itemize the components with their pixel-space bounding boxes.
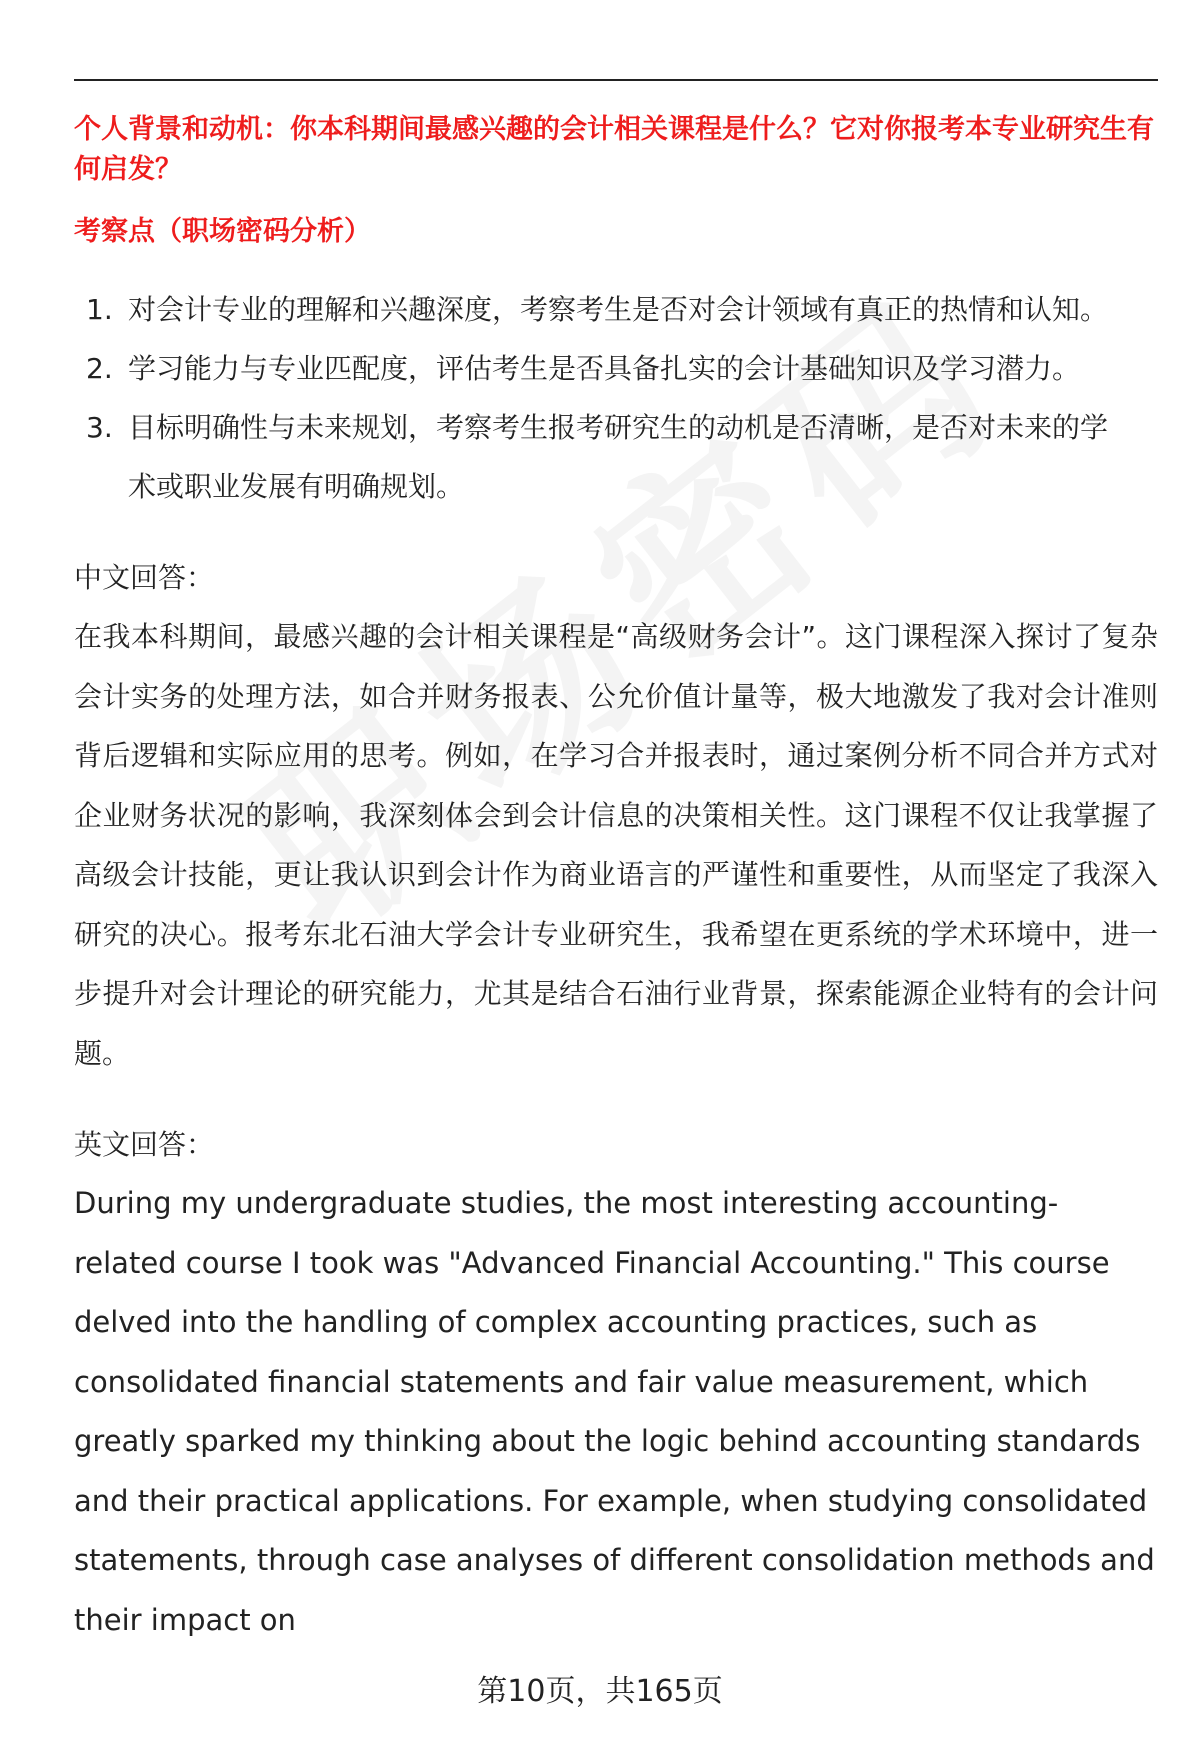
- chinese-answer-text: 在我本科期间，最感兴趣的会计相关课程是“高级财务会计”。这门课程深入探讨了复杂会计实务的处理方法，如合并财务报表、公允价值计量等，极大地激发了我对会计准则背后逻辑和实际应用的思考。例如，在学习合并报表时，通过案例分析不同合并方式对企业财务状况的影响，我深刻体会到会计信息的决策相关性。这门课程不仅让我掌握了高级会计技能，更让我认识到会计作为商业语言的严谨性和重要性，从而坚定了我深入研究的决心。报考东北石油大学会计专业研究生，我希望在更系统的学术环境中，进一步提升对会计理论的研究能力，尤其是结合石油行业背景，探索能源企业特有的会计问题。: [74, 620, 1158, 1070]
- list-item: [74, 280, 1158, 339]
- list-number: 1.: [86, 293, 113, 326]
- header-rule: [74, 79, 1158, 81]
- page-footer: 第10页，共165页: [477, 1674, 723, 1709]
- list-item: [74, 339, 1158, 398]
- chinese-answer-label: 中文回答：: [74, 561, 215, 594]
- list-text: 目标明确性与未来规划，考察考生报考研究生的动机是否清晰，是否对未来的学术或职业发展有明确规划。: [128, 411, 1109, 503]
- list-number: 3.: [86, 411, 113, 444]
- english-answer-text: During my undergraduate studies, the most interesting accounting-related course I took was "Advanced Financial Accounting." This course delved into the handling of complex accounting practices, such as consolidated financial statements and fair value measurement, which greatly sparked my thinking about the logic behind accounting standards and their practical applications. For example, when studying consolidated statements, through case analyses of different consolidation methods and their impact on: [74, 1186, 1155, 1637]
- question-heading: 个人背景和动机：你本科期间最感兴趣的会计相关课程是什么？它对你报考本专业研究生有何启发？: [74, 114, 1154, 185]
- english-answer-label: 英文回答：: [74, 1128, 215, 1161]
- focus-heading: 考察点（职场密码分析）: [74, 216, 371, 247]
- list-text: 学习能力与专业匹配度，评估考生是否具备扎实的会计基础知识及学习潜力。: [128, 352, 1081, 385]
- list-number: 2.: [86, 352, 113, 385]
- list-text: 对会计专业的理解和兴趣深度，考察考生是否对会计领域有真正的热情和认知。: [128, 293, 1109, 326]
- focus-points-list: [74, 280, 1158, 516]
- page-content: [74, 110, 1158, 1650]
- list-item: [74, 398, 1158, 516]
